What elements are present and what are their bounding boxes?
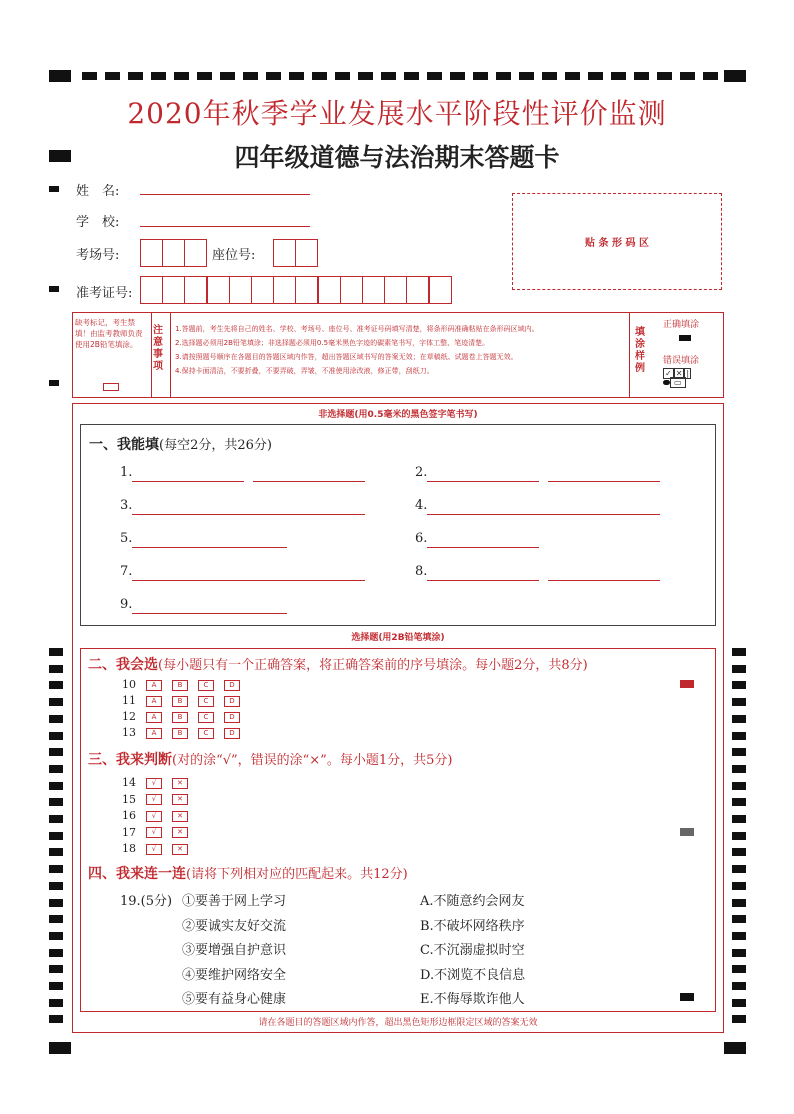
page-subtitle: 四年级道德与法治期末答题卡 — [234, 143, 560, 172]
match-left-item: ⑤要有益身心健康 — [182, 992, 287, 1007]
timing-dash — [82, 72, 97, 80]
sample-correct-label: 正确填涂 — [663, 320, 700, 330]
timing-mark-right — [732, 832, 746, 840]
absent-mark-box[interactable] — [103, 383, 119, 391]
section4-title: 四、我来连一连 — [88, 866, 186, 882]
judge-bubble[interactable]: √ — [146, 811, 162, 822]
match-left-item: ④要维护网络安全 — [182, 967, 287, 983]
barcode-area — [512, 193, 722, 290]
match-left-item: ③要增强自护意识 — [182, 943, 287, 958]
school-label: 学 校: — [76, 215, 120, 230]
option-bubble[interactable]: B — [172, 680, 188, 691]
admission-cell[interactable] — [340, 276, 363, 304]
nonchoice-caption: 非选择题(用0.5毫米的黑色签字笔书写) — [318, 410, 478, 420]
section-fill-in — [80, 424, 716, 626]
option-bubble[interactable]: C — [198, 712, 214, 723]
section3-title: 三、我来判断 — [88, 752, 172, 768]
option-bubble[interactable]: B — [172, 712, 188, 723]
timing-mark-right — [732, 949, 746, 957]
seat-label: 座位号: — [212, 248, 256, 263]
admission-label: 准考证号: — [76, 286, 133, 301]
timing-mark-right — [732, 798, 746, 806]
timing-mark-left — [49, 715, 63, 723]
answer-blank[interactable] — [132, 480, 244, 482]
notice-box — [72, 312, 724, 398]
choice-row — [122, 726, 250, 740]
timing-mark-right — [732, 1015, 746, 1023]
timing-mark-right — [732, 648, 746, 656]
name-label: 姓 名: — [76, 184, 120, 199]
timing-mark-right — [732, 698, 746, 706]
match-right-item: D.不浏览不良信息 — [420, 967, 526, 983]
admission-cell[interactable] — [140, 276, 163, 304]
seat-cell[interactable] — [295, 239, 318, 267]
timing-mark-left — [49, 1015, 63, 1023]
timing-mark — [49, 150, 71, 162]
timing-dash — [519, 72, 534, 80]
timing-mark-left — [49, 982, 63, 990]
answer-blank[interactable] — [427, 480, 539, 482]
question-number: 14 — [122, 776, 136, 789]
judge-bubble[interactable]: √ — [146, 844, 162, 855]
judge-row — [122, 793, 198, 807]
option-bubble[interactable]: A — [146, 712, 162, 723]
timing-dash — [565, 72, 580, 80]
section-mark — [680, 993, 694, 1001]
admission-cell[interactable] — [295, 276, 318, 304]
choice-row — [122, 694, 250, 708]
timing-mark — [49, 380, 59, 386]
admission-cell[interactable] — [251, 276, 274, 304]
school-field[interactable] — [140, 226, 310, 227]
blank-number: 9. — [120, 597, 133, 612]
admission-cell[interactable] — [184, 276, 207, 304]
footer-note: 请在各题目的答题区域内作答，超出黑色矩形边框限定区域的答案无效 — [258, 1018, 538, 1028]
timing-dash — [473, 72, 488, 80]
timing-dash — [404, 72, 419, 80]
filled-sample-icon — [679, 335, 691, 341]
timing-dash — [220, 72, 235, 80]
judge-bubble[interactable]: ✕ — [172, 778, 188, 789]
answer-blank[interactable] — [253, 480, 365, 482]
seat-cell[interactable] — [273, 239, 296, 267]
timing-dash — [358, 72, 373, 80]
notice-line: 1.答题前，考生先将自己的姓名、学校、考场号、座位号、准考证号码填写清楚，将条形码准确粘贴在条形码区域内。 — [175, 325, 539, 333]
sample-wrong-label: 错误填涂 — [663, 356, 700, 366]
blank-number: 3. — [120, 498, 133, 513]
match-question-label: 19.(5分) — [120, 894, 173, 909]
blank-number: 2. — [415, 465, 428, 480]
section2-note: (每小题只有一个正确答案，将正确答案前的序号填涂。每小题2分，共8分) — [158, 658, 588, 673]
timing-dash — [450, 72, 465, 80]
answer-blank[interactable] — [427, 546, 539, 548]
timing-mark-left — [49, 665, 63, 673]
timing-dash — [289, 72, 304, 80]
timing-mark — [49, 186, 59, 192]
blank-number: 6. — [415, 531, 428, 546]
timing-dash — [680, 72, 695, 80]
question-number: 11 — [122, 694, 136, 707]
timing-mark-right — [732, 815, 746, 823]
timing-dash — [703, 72, 718, 80]
timing-mark-right — [732, 965, 746, 973]
match-right-item: E.不侮辱欺诈他人 — [420, 992, 525, 1007]
timing-mark-right — [732, 899, 746, 907]
timing-dash — [174, 72, 189, 80]
section3-note: (对的涂“√”，错误的涂“×”。每小题1分，共5分) — [172, 753, 453, 768]
timing-dash — [381, 72, 396, 80]
admission-cell[interactable] — [273, 276, 296, 304]
notice-line: 4.保持卡面清洁，不要折叠，不要弄破，弄皱，不准使用涂改液，修正带，刮纸刀。 — [175, 367, 434, 375]
section1-note: (每空2分，共26分) — [159, 438, 272, 453]
option-bubble[interactable]: C — [198, 680, 214, 691]
notice-line: 3.请按照题号顺序在各题目的答题区域内作答，超出答题区域书写的答案无效；在草稿纸、试题卷上答题无效。 — [175, 353, 518, 361]
answer-blank[interactable] — [132, 579, 365, 581]
blank-number: 1. — [120, 465, 133, 480]
timing-mark-left — [49, 932, 63, 940]
timing-mark-left — [49, 949, 63, 957]
timing-mark-left — [49, 832, 63, 840]
timing-dash — [197, 72, 212, 80]
section1-title: 一、我能填 — [89, 437, 159, 453]
timing-mark-left — [49, 748, 63, 756]
timing-dash — [312, 72, 327, 80]
timing-dash — [335, 72, 350, 80]
timing-mark-left — [49, 848, 63, 856]
timing-mark-right — [732, 681, 746, 689]
timing-dash — [243, 72, 258, 80]
timing-mark-right — [732, 982, 746, 990]
admission-cell[interactable] — [384, 276, 407, 304]
timing-dash — [496, 72, 511, 80]
answer-blank[interactable] — [132, 546, 287, 548]
corner-mark-top-right — [724, 70, 746, 82]
admission-cell[interactable] — [406, 276, 429, 304]
judge-bubble[interactable]: ✕ — [172, 794, 188, 805]
option-bubble[interactable]: D — [224, 696, 240, 707]
sample-heading: 填涂样例 — [635, 327, 645, 374]
timing-mark-left — [49, 798, 63, 806]
timing-dash — [634, 72, 649, 80]
admission-cell[interactable] — [207, 276, 230, 304]
judge-row — [122, 842, 198, 856]
admission-cell[interactable] — [362, 276, 385, 304]
answer-blank[interactable] — [132, 612, 287, 614]
timing-dash — [427, 72, 442, 80]
timing-mark-right — [732, 665, 746, 673]
section-mark — [680, 680, 694, 688]
answer-blank[interactable] — [427, 579, 539, 581]
timing-dash — [128, 72, 143, 80]
timing-mark-left — [49, 698, 63, 706]
corner-mark-top-left — [49, 70, 71, 82]
admission-cell[interactable] — [162, 276, 185, 304]
question-number: 10 — [122, 678, 136, 691]
judge-bubble[interactable]: ✕ — [172, 811, 188, 822]
answer-blank[interactable] — [132, 513, 365, 515]
blank-number: 5. — [120, 531, 133, 546]
timing-dash — [542, 72, 557, 80]
option-bubble[interactable]: C — [198, 728, 214, 739]
timing-mark-right — [732, 748, 746, 756]
name-field[interactable] — [140, 194, 310, 195]
answer-blank[interactable] — [548, 480, 660, 482]
timing-dash — [588, 72, 603, 80]
question-number: 18 — [122, 842, 136, 855]
question-number: 16 — [122, 809, 136, 822]
timing-mark-right — [732, 765, 746, 773]
timing-mark-left — [49, 732, 63, 740]
timing-dash — [611, 72, 626, 80]
section2-title: 二、我会选 — [88, 657, 158, 673]
timing-mark-left — [49, 915, 63, 923]
judge-row — [122, 826, 198, 840]
corner-mark-bottom-left — [49, 1042, 71, 1054]
notice-heading: 注意事项 — [153, 325, 163, 372]
choice-caption: 选择题(用2B铅笔填涂) — [351, 633, 445, 643]
judge-bubble[interactable]: ✕ — [172, 827, 188, 838]
corner-mark-bottom-right — [724, 1042, 746, 1054]
judge-bubble[interactable]: √ — [146, 827, 162, 838]
answer-blank[interactable] — [548, 579, 660, 581]
timing-mark-left — [49, 782, 63, 790]
question-number: 13 — [122, 726, 136, 739]
admission-cell[interactable] — [429, 276, 452, 304]
option-bubble[interactable]: A — [146, 696, 162, 707]
timing-mark-right — [732, 915, 746, 923]
admission-cell[interactable] — [318, 276, 341, 304]
wrong-sample-icons: ✓ ✕ | ▭ — [665, 369, 690, 387]
judge-bubble[interactable]: √ — [146, 794, 162, 805]
absent-text: 缺考标记，考生禁填！由监考教师负责使用2B铅笔填涂。 — [75, 318, 143, 349]
timing-dash — [657, 72, 672, 80]
match-left-item: ①要善于网上学习 — [182, 894, 287, 909]
timing-mark — [49, 286, 59, 292]
timing-mark-left — [49, 648, 63, 656]
match-right-item: A.不随意约会网友 — [420, 894, 525, 909]
option-bubble[interactable]: B — [172, 696, 188, 707]
question-number: 12 — [122, 710, 136, 723]
judge-bubble[interactable]: √ — [146, 778, 162, 789]
match-left-item: ②要诚实友好交流 — [182, 918, 287, 934]
timing-mark-left — [49, 681, 63, 689]
timing-mark-right — [732, 732, 746, 740]
timing-mark-left — [49, 865, 63, 873]
timing-mark-right — [732, 882, 746, 890]
question-number: 15 — [122, 792, 136, 806]
notice-line: 2.选择题必须用2B铅笔填涂；非选择题必须用0.5毫米黑色字迹的碳素笔书写，字体工整、笔迹清楚。 — [175, 339, 490, 347]
question-number: 17 — [122, 825, 136, 839]
barcode-label: 贴 条 形 码 区 — [585, 238, 649, 249]
judge-row — [122, 809, 198, 823]
judge-row — [122, 776, 198, 790]
timing-dash — [151, 72, 166, 80]
option-bubble[interactable]: D — [224, 680, 240, 691]
admission-cell[interactable] — [229, 276, 252, 304]
exam-room-cell[interactable] — [140, 239, 163, 267]
option-bubble[interactable]: D — [224, 712, 240, 723]
timing-dash — [266, 72, 281, 80]
section-mark — [680, 828, 694, 836]
timing-mark-right — [732, 848, 746, 856]
notice-lines — [175, 322, 631, 378]
timing-mark-right — [732, 865, 746, 873]
option-bubble[interactable]: A — [146, 728, 162, 739]
timing-mark-left — [49, 899, 63, 907]
timing-mark-right — [732, 999, 746, 1007]
timing-mark-left — [49, 815, 63, 823]
blank-number: 7. — [120, 564, 133, 579]
judge-bubble[interactable]: ✕ — [172, 844, 188, 855]
option-bubble[interactable]: C — [198, 696, 214, 707]
option-bubble[interactable]: D — [224, 728, 240, 739]
timing-mark-left — [49, 765, 63, 773]
section4-note: (请将下列相对应的匹配起来。共12分) — [186, 867, 408, 882]
answer-blank[interactable] — [427, 513, 660, 515]
blank-number: 4. — [415, 498, 428, 513]
timing-mark-right — [732, 782, 746, 790]
timing-mark-left — [49, 965, 63, 973]
timing-mark-left — [49, 999, 63, 1007]
match-right-item: B.不破坏网络秩序 — [420, 918, 525, 934]
exam-room-cell[interactable] — [184, 239, 207, 267]
option-bubble[interactable]: A — [146, 680, 162, 691]
match-right-item: C.不沉溺虚拟时空 — [420, 943, 525, 958]
timing-dash — [105, 72, 120, 80]
choice-row — [122, 710, 250, 724]
choice-row — [122, 678, 250, 692]
timing-mark-left — [49, 882, 63, 890]
blank-number: 8. — [415, 564, 428, 579]
page-title: 2020年秋季学业发展水平阶段性评价监测 — [127, 97, 667, 130]
timing-mark-right — [732, 715, 746, 723]
option-bubble[interactable]: B — [172, 728, 188, 739]
exam-room-cell[interactable] — [162, 239, 185, 267]
timing-mark-right — [732, 932, 746, 940]
exam-room-label: 考场号: — [76, 248, 120, 263]
